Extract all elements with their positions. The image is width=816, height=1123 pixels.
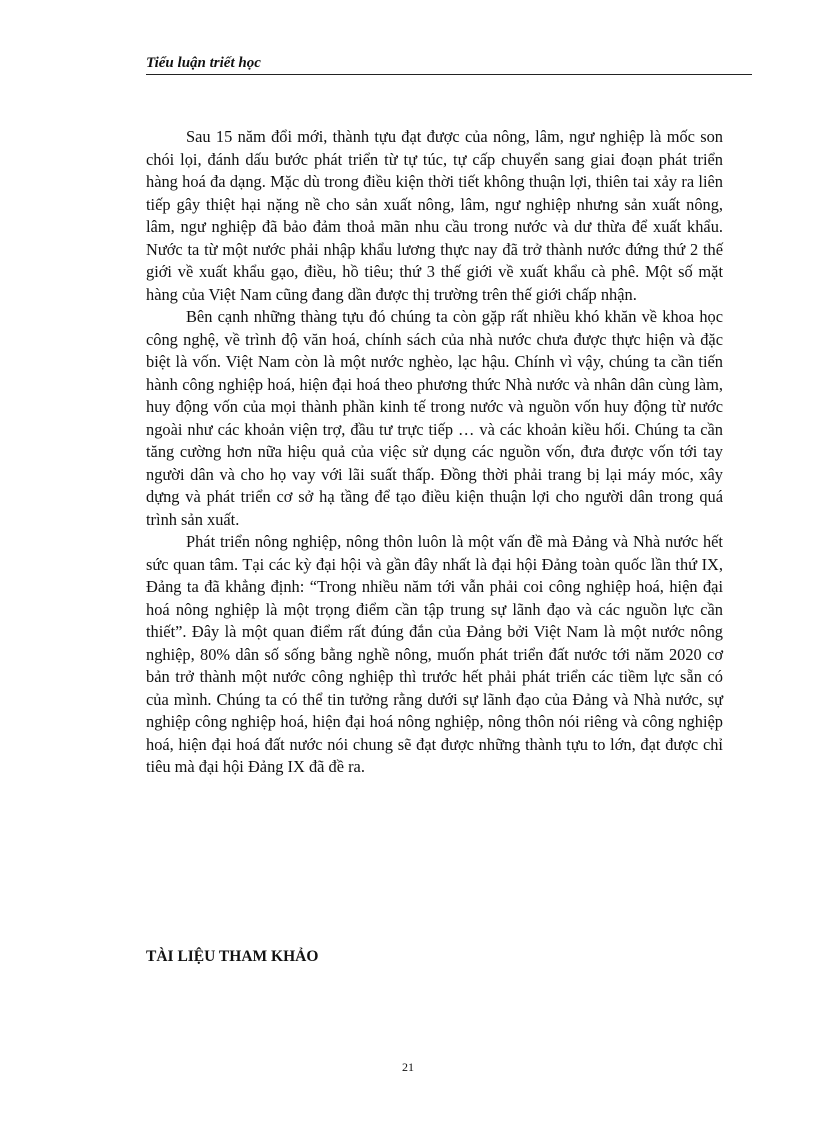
paragraph-achievements: Sau 15 năm đổi mới, thành tựu đạt được của nông, lâm, ngư nghiệp là mốc son chói lọi, đánh dấu bước phát triển từ tự túc, tự cấp chuyển sang giai đoạn phát triển hàng hoá đa dạng. Mặc dù trong điều kiện thời tiết không thuận lợi, thiên tai xảy ra liên tiếp gây thiệt hại nặng nề cho sản xuất nông, lâm, ngư nghiệp nhưng sản xuất nông, lâm, ngư nghiệp đã bảo đảm thoả mãn nhu cầu trong nước và dư thừa để xuất khẩu. Nước ta từ một nước phải nhập khẩu lương thực nay đã trở thành nước đứng thứ 2 thế giới về xuất khẩu gạo, điều, hồ tiêu; thứ 3 thế giới về xuất khẩu cà phê. Một số mặt hàng của Việt Nam cũng đang dần được thị trường trên thế giới chấp nhận. <box>146 127 723 304</box>
page-number: 21 <box>402 1060 414 1074</box>
body-text <box>146 126 723 779</box>
page-header <box>146 52 752 75</box>
paragraph-challenges: Bên cạnh những thàng tựu đó chúng ta còn gặp rất nhiều khó khăn về khoa học công nghệ, về trình độ văn hoá, chính sách của nhà nước chưa được thực hiện và đặc biệt là vốn. Việt Nam còn là một nước nghèo, lạc hậu. Chính vì vậy, chúng ta cần tiến hành công nghiệp hoá, hiện đại hoá theo phương thức Nhà nước và nhân dân cùng làm, huy động vốn của mọi thành phần kinh tế trong nước và nguồn vốn huy động từ nước ngoài như các khoản viện trợ, đầu tư trực tiếp … và các khoản kiều hối. Chúng ta cần tăng cường hơn nữa hiệu quả của việc sử dụng các nguồn vốn, đưa được vốn tới tay người dân và cho họ vay với lãi suất thấp. Đồng thời phải trang bị lại máy móc, xây dựng và phát triển cơ sở hạ tầng để tạo điều kiện thuận lợi cho người dân trong quá trình sản xuất. <box>146 307 723 529</box>
document-title: Tiểu luận triết học <box>146 55 261 71</box>
references-heading: TÀI LIỆU THAM KHẢO <box>146 948 319 965</box>
paragraph-party-policy: Phát triển nông nghiệp, nông thôn luôn là một vấn đề mà Đảng và Nhà nước hết sức quan tâm. Tại các kỳ đại hội và gần đây nhất là đại hội Đảng toàn quốc lần thứ IX, Đảng ta đã khẳng định: “Trong nhiều năm tới vẫn phải coi công nghiệp hoá, hiện đại hoá nông nghiệp là một trọng điểm cần tập trung sự lãnh đạo và các nguồn lực cần thiết”. Đây là một quan điểm rất đúng đắn của Đảng bởi Việt Nam là một nước nông nghiệp, 80% dân số sống bằng nghề nông, muốn phát triển đất nước tới năm 2020 cơ bản trở thành một nước công nghiệp thì trước hết phải phát triển các tiềm lực sẵn có của mình. Chúng ta có thể tin tưởng rằng dưới sự lãnh đạo của Đảng và Nhà nước, sự nghiệp công nghiệp hoá, hiện đại hoá nông nghiệp, nông thôn nói riêng và công nghiệp hoá, hiện đại hoá đất nước nói chung sẽ đạt được những thành tựu to lớn, đạt được chỉ tiêu mà đại hội Đảng IX đã đề ra. <box>146 532 723 776</box>
